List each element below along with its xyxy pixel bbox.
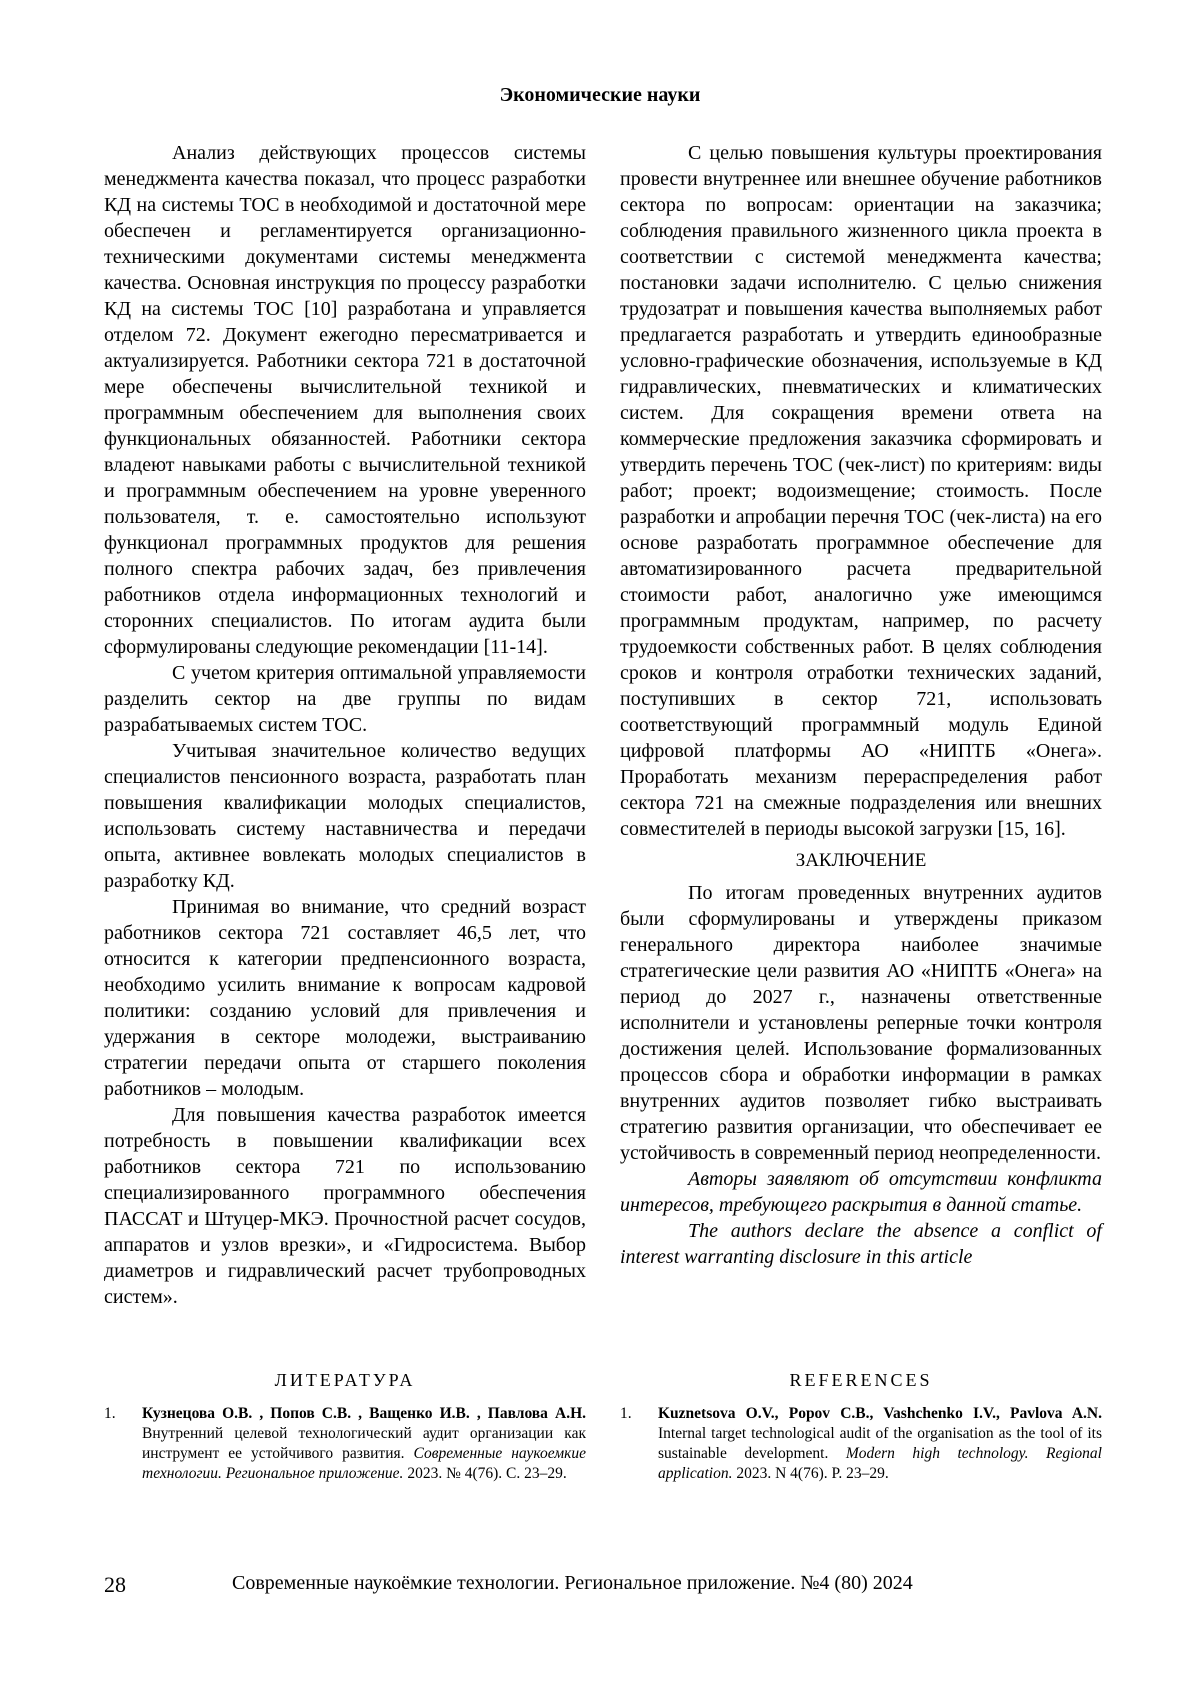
reference-journal: Modern high technology. Regional application. xyxy=(658,1445,1102,1482)
journal-title: Современные наукоёмкие технологии. Региональное приложение. №4 (80) 2024 xyxy=(232,1572,913,1594)
reference-title: Internal target technological audit of the organisation as the tool of its sustainable development. xyxy=(658,1425,1102,1462)
page-number: 28 xyxy=(104,1572,126,1597)
paragraph: Учитывая значительное количество ведущих специалистов пенсионного возраста, разработать план повышения квалификации молодых специалистов, использовать систему наставничества и передачи опыта, активнее вовлекать молодых специалистов в разработку КД. xyxy=(104,740,586,892)
reference-item-en xyxy=(620,1404,1102,1484)
reference-item-ru xyxy=(104,1404,586,1484)
left-column xyxy=(104,140,586,1310)
reference-number: 1. xyxy=(620,1405,632,1422)
references-heading-en: REFERENCES xyxy=(789,1370,933,1390)
references-heading-ru: ЛИТЕРАТУРА xyxy=(274,1370,416,1390)
paragraph: С целью повышения культуры проектирования провести внутреннее или внешнее обучение работников сектора по вопросам: ориентации на заказчика; соблюдения правильного жизненного цикла проекта в соответствии с системой менеджмента качества; постановки задачи исполнителю. С целью снижения трудозатрат и повышения качества выполняемых работ предлагается разработать и утвердить единообразные условно-графические обозначения, используемые в КД гидравлических, пневматических и климатических систем. Для сокращения времени ответа на коммерческие предложения заказчика сформировать и утвердить перечень ТОС (чек-лист) по критериям: виды работ; проект; водоизмещение; стоимость. После разработки и апробации перечня ТОС (чек-листа) на его основе разработать программное обеспечение для автоматизированного расчета предварительной стоимости работ, аналогично уже имеющимся программным продуктам, например, по расчету трудоемкости собственных работ. В целях соблюдения сроков и контроля отработки технических заданий, поступивших в сектор 721, использовать соответствующий программный модуль Единой цифровой платформы АО «НИПТБ «Онега». Проработать механизм перераспределения работ сектора 721 на смежные подразделения или внешних совместителей в периоды высокой загрузки [15, 16]. xyxy=(620,142,1102,840)
conclusion-title: ЗАКЛЮЧЕНИЕ xyxy=(795,850,927,871)
right-column xyxy=(620,140,1102,1270)
reference-authors: Kuznetsova O.V., Popov C.B., Vashchenko I.V., Pavlova A.N. xyxy=(658,1405,1102,1422)
reference-details: 2023. N 4(76). P. 23–29. xyxy=(736,1465,889,1482)
reference-title: Внутренний целевой технологический аудит организации как инструмент ее устойчивого развития. xyxy=(142,1425,586,1462)
reference-number: 1. xyxy=(104,1405,116,1422)
paragraph: Анализ действующих процессов системы менеджмента качества показал, что процесс разработки КД на системы ТОС в необходимой и достаточной мере обеспечен и регламентируется организационно-техническими документами системы менеджмента качества. Основная инструкция по процессу разработки КД на системы ТОС [10] разработана и управляется отделом 72. Документ ежегодно пересматривается и актуализируется. Работники сектора 721 в достаточной мере обеспечены вычислительной техникой и программным обеспечением для выполнения своих функциональных обязанностей. Работники сектора владеют навыками работы с вычислительной техникой и программным обеспечением на уровне уверенного пользователя, т. е. самостоятельно используют функционал программных продуктов для решения полного спектра рабочих задач, без привлечения работников отдела информационных технологий и сторонних специалистов. По итогам аудита были сформулированы следующие рекомендации [11-14]. xyxy=(104,142,586,658)
reference-journal: Современные наукоемкие технологии. Региональное приложение. xyxy=(142,1445,587,1482)
reference-authors: Кузнецова О.В. , Попов С.В. , Ващенко И.В. , Павлова А.Н. xyxy=(142,1405,586,1422)
section-header: Экономические науки xyxy=(499,84,701,106)
conflict-statement-ru: Авторы заявляют об отсутствии конфликта интересов, требующего раскрытия в данной статье. xyxy=(620,1168,1102,1216)
reference-details: 2023. № 4(76). С. 23–29. xyxy=(407,1465,567,1482)
conflict-statement-en: The authors declare the absence a conflict of interest warranting disclosure in this article xyxy=(620,1220,1102,1268)
paragraph: По итогам проведенных внутренних аудитов были сформулированы и утверждены приказом генерального директора наиболее значимые стратегические цели развития АО «НИПТБ «Онега» на период до 2027 г., назначены ответственные исполнители и установлены реперные точки контроля достижения целей. Использование формализованных процессов сбора и обработки информации в рамках внутренних аудитов позволяет гибко выстраивать стратегию развития организации, что обеспечивает ее устойчивость в современный период неопределенности. xyxy=(620,882,1102,1164)
paragraph: Для повышения качества разработок имеется потребность в повышении квалификации всех работников сектора 721 по использованию специализированного программного обеспечения ПАССАТ и Штуцер-МКЭ. Прочностной расчет сосудов, аппаратов и узлов врезки», и «Гидросистема. Выбор диаметров и гидравлический расчет трубопроводных систем». xyxy=(104,1104,586,1308)
paragraph: Принимая во внимание, что средний возраст работников сектора 721 составляет 46,5 лет, что относится к категории предпенсионного возраста, необходимо усилить внимание к вопросам кадровой политики: созданию условий для привлечения и удержания в секторе молодежи, выстраиванию стратегии передачи опыта от старшего поколения работников – молодым. xyxy=(104,896,586,1100)
paragraph: С учетом критерия оптимальной управляемости разделить сектор на две группы по видам разрабатываемых систем ТОС. xyxy=(104,662,586,736)
